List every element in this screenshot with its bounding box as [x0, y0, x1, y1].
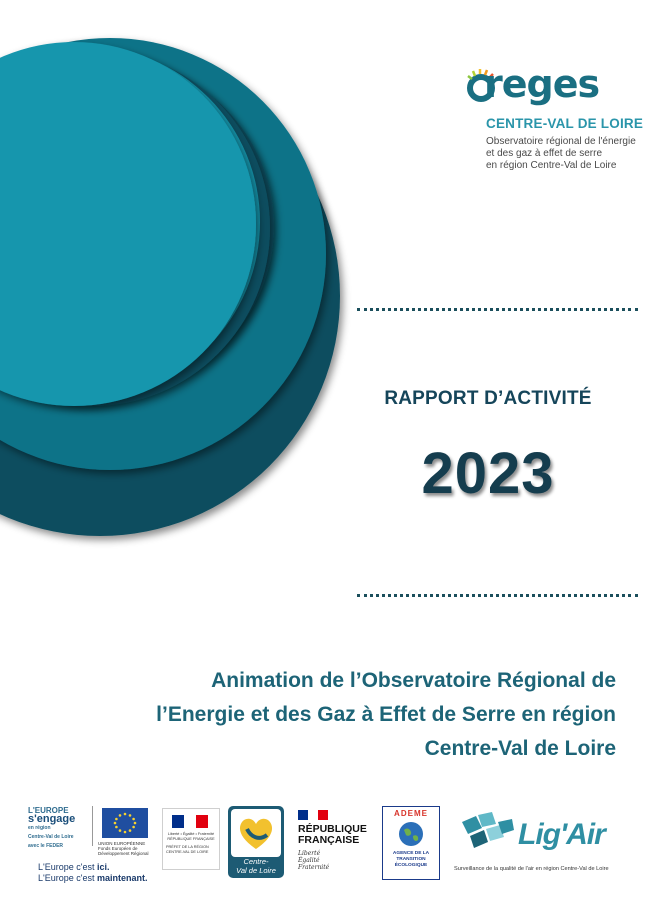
europe-engage-text: L'EUROPE s'engage en région Centre-Val de Loire avec le FEDER	[28, 806, 76, 849]
prefet-region-logo	[162, 808, 220, 870]
dotted-divider-bottom	[357, 594, 638, 597]
ligair-logo	[452, 808, 632, 888]
europe-feder-logo	[28, 806, 153, 896]
french-flag-icon	[172, 815, 208, 828]
oreges-logo	[464, 62, 644, 172]
report-year: 2023	[421, 441, 555, 506]
ademe-name: ADEME	[394, 809, 428, 818]
logo-wordmark: reges	[484, 62, 600, 106]
region-logo-label: Centre- Val de Loire	[236, 857, 276, 875]
republique-motto: Liberté Égalité Fraternité	[298, 850, 330, 871]
ligair-mark-icon	[458, 812, 516, 850]
logo-description-line: Observatoire régional de l'énergie	[486, 136, 636, 147]
region-centre-val-de-loire-logo	[228, 806, 284, 878]
report-subtitle	[56, 664, 616, 766]
partner-logos	[0, 800, 646, 900]
eu-union-label: UNION EUROPÉENNE Fonds Européen de Développement Régional	[98, 841, 149, 856]
prefet-header: Liberté • Égalité • Fraternité RÉPUBLIQUE FRANÇAISE	[167, 832, 215, 841]
ademe-logo	[382, 806, 440, 880]
europe-separator	[92, 806, 93, 846]
republique-name: RÉPUBLIQUE FRANÇAISE	[298, 823, 367, 846]
logo-region: CENTRE-VAL DE LOIRE	[486, 116, 644, 131]
logo-description-line: et des gaz à effet de serre	[486, 148, 603, 159]
logo-description-line: en région Centre-Val de Loire	[486, 160, 617, 171]
subtitle-line: Centre-Val de Loire	[424, 737, 616, 760]
ligair-wordmark: Lig'Air	[518, 818, 605, 851]
republique-francaise-logo	[298, 810, 378, 880]
subtitle-line: l’Energie et des Gaz à Effet de Serre en région	[156, 703, 616, 726]
marianne-flag-icon	[298, 810, 328, 820]
prefet-name: PRÉFET DE LA RÉGION CENTRE-VAL DE LOIRE	[166, 845, 209, 854]
eu-flag-icon	[102, 808, 148, 838]
dotted-divider-top	[357, 308, 638, 311]
region-heart-icon	[231, 809, 281, 857]
europe-tagline: L'Europe c'est ici. L'Europe c'est maintenant.	[38, 862, 148, 883]
globe-icon	[398, 821, 424, 847]
ligair-caption: Surveillance de la qualité de l'air en région Centre-Val de Loire	[454, 866, 609, 872]
report-label: RAPPORT D’ACTIVITÉ	[384, 388, 592, 409]
logo-description	[486, 136, 646, 172]
subtitle-line: Animation de l’Observatoire Régional de	[211, 669, 616, 692]
ademe-subtitle: AGENCE DE LA TRANSITION ÉCOLOGIQUE	[392, 851, 430, 868]
